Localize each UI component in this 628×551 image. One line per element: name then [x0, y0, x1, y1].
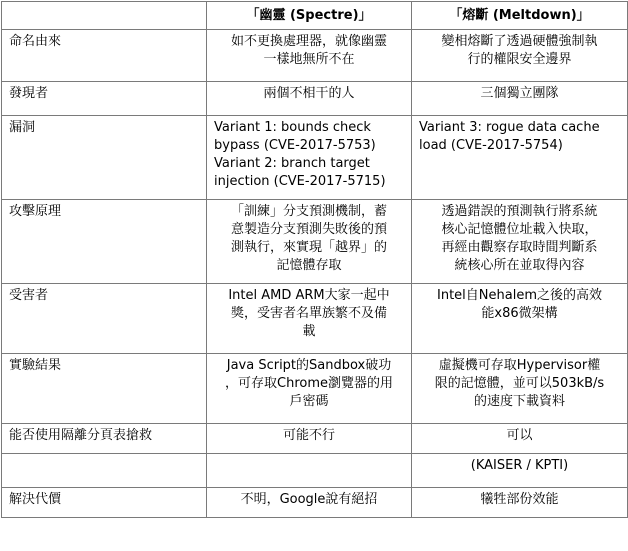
text-line: 戶密碼 [289, 394, 329, 409]
cell-isolation-note-spectre [207, 454, 412, 488]
label-isolation: 能否使用隔離分頁表搶救 [2, 424, 207, 454]
text-line: 透過錯誤的預測執行將系統 [441, 204, 598, 219]
text-line: Java Script的Sandbox破功 [226, 358, 392, 373]
row-victims [2, 284, 628, 354]
row-principle [2, 200, 628, 284]
cell-naming-spectre [207, 30, 412, 82]
cell-vulnerability-meltdown [412, 116, 628, 200]
cell-discoverer-meltdown: 三個獨立團隊 [412, 82, 628, 116]
header-meltdown: 「熔斷 (Meltdown)」 [412, 2, 628, 30]
label-vulnerability: 漏洞 [2, 116, 207, 200]
header-empty [2, 2, 207, 30]
cell-isolation-meltdown: 可以 [412, 424, 628, 454]
text-line: bypass (CVE-2017-5753) [214, 138, 376, 153]
cell-discoverer-spectre: 兩個不相干的人 [207, 82, 412, 116]
label-principle: 攻擊原理 [2, 200, 207, 284]
text-line: 統核心所在並取得內容 [454, 258, 585, 273]
cell-principle-spectre [207, 200, 412, 284]
text-line: Intel自Nehalem之後的高效 [437, 288, 602, 303]
text-line: 測執行，來實現「越界」的 [230, 240, 387, 255]
row-vulnerability [2, 116, 628, 200]
text-line: Variant 3: rogue data cache [419, 120, 600, 135]
text-line: 「訓練」分支預測機制，蓄 [230, 204, 387, 219]
text-line: Variant 2: branch target [214, 156, 370, 171]
row-isolation-note [2, 454, 628, 488]
cell-results-spectre [207, 354, 412, 424]
text-line: 再經由觀察存取時間判斷系 [441, 240, 598, 255]
text-line: 意製造分支預測失敗後的預 [230, 222, 387, 237]
text-line: 獎，受害者名單族繁不及備 [230, 306, 387, 321]
text-line: 核心記憶體位址載入快取， [441, 222, 598, 237]
text-line: Intel AMD ARM大家一起中 [228, 288, 390, 303]
cell-vulnerability-spectre [207, 116, 412, 200]
cell-cost-meltdown: 犧牲部份效能 [412, 488, 628, 518]
text-line: 限的記憶體，並可以503kB/s [434, 376, 605, 391]
row-results [2, 354, 628, 424]
row-naming [2, 30, 628, 82]
label-isolation-note [2, 454, 207, 488]
text-line: 虛擬機可存取Hypervisor權 [438, 358, 601, 373]
label-results: 實驗結果 [2, 354, 207, 424]
cell-results-meltdown [412, 354, 628, 424]
label-discoverer: 發現者 [2, 82, 207, 116]
text-line: 一樣地無所不在 [263, 52, 355, 67]
text-line: 的速度下載資料 [473, 394, 565, 409]
text-line: 記憶體存取 [276, 258, 342, 273]
row-isolation [2, 424, 628, 454]
text-line: 行的權限安全邊界 [467, 52, 572, 67]
cell-naming-meltdown [412, 30, 628, 82]
text-line: Variant 1: bounds check [214, 120, 371, 135]
header-row [2, 2, 628, 30]
cell-isolation-spectre: 可能不行 [207, 424, 412, 454]
header-spectre: 「幽靈 (Spectre)」 [207, 2, 412, 30]
cell-principle-meltdown [412, 200, 628, 284]
text-line: ，可存取Chrome瀏覽器的用 [225, 376, 393, 391]
cell-victims-spectre [207, 284, 412, 354]
text-line: 如不更換處理器，就像幽靈 [230, 34, 387, 49]
label-victims: 受害者 [2, 284, 207, 354]
cell-cost-spectre: 不明，Google說有絕招 [207, 488, 412, 518]
label-cost: 解決代價 [2, 488, 207, 518]
label-naming: 命名由來 [2, 30, 207, 82]
text-line: 載 [302, 324, 316, 339]
cell-victims-meltdown [412, 284, 628, 354]
text-line: load (CVE-2017-5754) [419, 138, 563, 153]
cell-isolation-note-meltdown: (KAISER / KPTI) [412, 454, 628, 488]
text-line: 變相熔斷了透過硬體強制執 [441, 34, 598, 49]
comparison-table [1, 1, 628, 518]
row-cost [2, 488, 628, 518]
row-discoverer [2, 82, 628, 116]
text-line: 能x86微架構 [481, 306, 558, 321]
text-line: injection (CVE-2017-5715) [214, 174, 386, 189]
